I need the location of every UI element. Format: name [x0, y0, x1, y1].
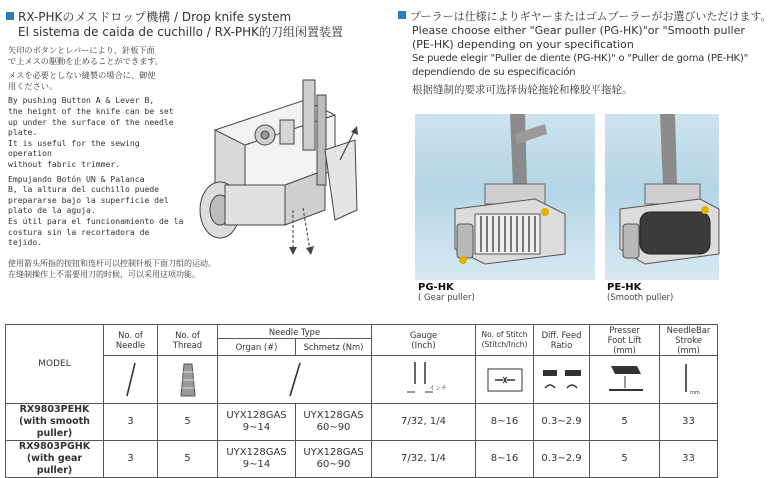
organ-cell: UYX128GAS 9∼14 — [218, 441, 296, 478]
schmetz-cell: UYX128GAS 60∼90 — [296, 404, 372, 441]
header-needlebar-stroke: NeedleBar Stroke (mm) — [660, 325, 718, 356]
schmetz-cell: UYX128GAS 60∼90 — [296, 441, 372, 478]
model-cell — [6, 441, 104, 478]
stroke-cell: 33 — [660, 441, 718, 478]
stroke-cell: 33 — [660, 404, 718, 441]
diff-cell: 0.3∼2.9 — [534, 404, 590, 441]
thread-cone-icon — [177, 360, 199, 400]
pg-name: PG-HK — [418, 282, 454, 293]
cn-note: 使用箭头所指的按钮和连杆可以控制针板下面刀组的运动。 在缝制操作上不需要用刀的时候，可以采用这项功能。 — [8, 259, 216, 279]
diff-feed-icon-cell — [534, 356, 590, 404]
header-presser-lift: Presser Foot Lift (mm) — [590, 325, 660, 356]
table-row — [6, 404, 718, 441]
drop-knife-machine-illustration — [185, 60, 370, 270]
model-variant: (with gear puller) — [26, 453, 83, 476]
gauge-icon — [399, 360, 449, 400]
gauge-inch-label: インチ — [428, 384, 447, 392]
organ-cell: UYX128GAS 9∼14 — [218, 404, 296, 441]
right-heading-jp: プーラーは仕様によりギヤーまたはゴムプーラーがお選びいただけます。 — [410, 10, 771, 23]
stitch-cell: 8∼16 — [476, 404, 534, 441]
needle-cell: 3 — [104, 441, 158, 478]
gauge-icon-cell — [372, 356, 476, 404]
model-name: RX9803PGHK — [18, 441, 91, 452]
right-heading-en-2: (PE-HK) depending on your specification — [412, 38, 634, 51]
right-heading-en-1: Please choose either "Gear puller (PG-HK)"or "Smooth puller — [412, 24, 745, 37]
header-diff-feed: Diff. Feed Ratio — [534, 325, 590, 356]
gauge-cell: 7/32, 1/4 — [372, 404, 476, 441]
left-heading-line2: El sistema de caida de cuchillo / RX-PHK的刀组闲置装置 — [18, 25, 344, 39]
right-heading-es-2: dependiendo de su especificación — [412, 67, 576, 78]
diff-feed-icon — [537, 360, 587, 400]
header-schmetz: Schmetz (Nm) — [296, 339, 372, 356]
stitch-icon-cell — [476, 356, 534, 404]
thread-icon-cell — [158, 356, 218, 404]
gear-puller-caption — [418, 283, 475, 303]
header-no-needle: No. of Needle — [104, 325, 158, 356]
jp-paragraph-2: メスを必要としない縫製の場合に、御使 用ください。 — [8, 70, 156, 91]
right-heading — [398, 10, 771, 97]
model-cell — [6, 404, 104, 441]
stitch-cell: 8∼16 — [476, 441, 534, 478]
gear-puller-photo — [415, 114, 595, 280]
needlebar-stroke-icon — [674, 360, 704, 400]
header-gauge: Gauge (Inch) — [372, 325, 476, 356]
left-heading-line1: RX-PHKのメスドロップ機構 / Drop knife system — [18, 10, 292, 24]
en-paragraph: By pushing Button A & Lever B, the height of the knife can be set up under the surface of the needle plate. It is useful for the sewing operation without fabric trimmer. — [8, 95, 174, 169]
model-name: RX9803PEHK — [19, 404, 90, 415]
needle-icon — [121, 360, 141, 400]
needle-icon — [280, 360, 310, 400]
presser-icon-cell — [590, 356, 660, 404]
lift-cell: 5 — [590, 404, 660, 441]
bullet-square-icon — [398, 11, 406, 19]
left-heading — [6, 10, 376, 40]
right-heading-es-1: Se puede elegir "Puller de diente (PG-HK)" o "Puller de goma (PE-HK)" — [412, 53, 748, 64]
right-heading-cn: 根据缝制的要求可选择齿轮拖轮和橡胶平拖轮。 — [412, 84, 633, 96]
header-stitch: No. of Stitch (Stitch/Inch) — [476, 325, 534, 356]
spec-table — [5, 324, 718, 478]
header-no-thread: No. of Thread — [158, 325, 218, 356]
presser-foot-lift-icon — [603, 360, 647, 400]
thread-cell: 5 — [158, 404, 218, 441]
pe-caption: (Smooth puller) — [607, 293, 674, 303]
table-row — [6, 441, 718, 478]
stitch-length-icon — [485, 363, 525, 397]
needle-cell: 3 — [104, 404, 158, 441]
model-variant: (with smooth puller) — [19, 416, 90, 439]
jp-paragraph-1: 矢印のボタンとレバーにより、針板下面 で上メスの駆動を止めることができます。 — [8, 45, 163, 66]
left-description — [8, 45, 186, 252]
es-paragraph: Empujando Botón UN & Palanca B, la altura del cuchillo puede prepararse bajo la superficie del plato de la aguja. Es útil para el funcionamiento de la costura sin la recortadora de tejido. — [8, 173, 184, 248]
stroke-mm-label: mm — [689, 389, 700, 396]
organ-needle-icon-cell — [218, 356, 372, 404]
thread-cell: 5 — [158, 441, 218, 478]
pg-caption: ( Gear puller) — [418, 293, 475, 303]
needle-icon-cell — [104, 356, 158, 404]
gauge-cell: 7/32, 1/4 — [372, 441, 476, 478]
stroke-icon-cell — [660, 356, 718, 404]
header-model: MODEL — [6, 325, 104, 404]
lift-cell: 5 — [590, 441, 660, 478]
header-organ: Organ (#) — [218, 339, 296, 356]
pe-name: PE-HK — [607, 282, 642, 293]
header-needle-type: Needle Type — [218, 325, 372, 339]
bullet-square-icon — [6, 12, 14, 20]
smooth-puller-caption — [607, 283, 673, 303]
diff-cell: 0.3∼2.9 — [534, 441, 590, 478]
smooth-puller-photo — [605, 114, 719, 280]
